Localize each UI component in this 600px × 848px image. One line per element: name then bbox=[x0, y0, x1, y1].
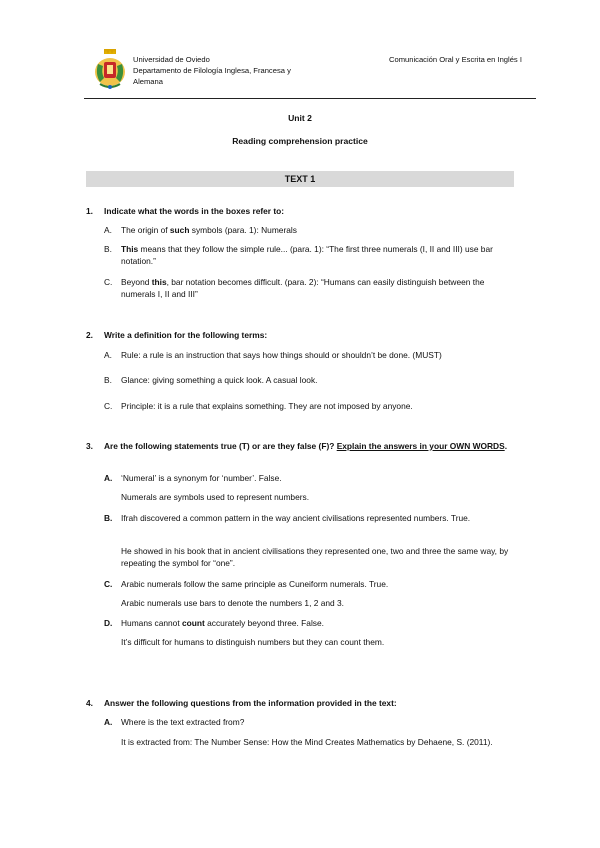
q2-b-text: Glance: giving something a quick look. A casual look. bbox=[121, 375, 318, 385]
q2-a-letter: A. bbox=[104, 350, 112, 360]
q2-a-text: Rule: a rule is an instruction that says how things should or shouldn’t be done. (MUST) bbox=[121, 350, 442, 360]
q1-a-text: The origin of such symbols (para. 1): Numerals bbox=[121, 225, 297, 235]
q1-c-letter: C. bbox=[104, 277, 113, 287]
page-subtitle: Reading comprehension practice bbox=[232, 136, 368, 146]
q1-b-text: This means that they follow the simple rule... (para. 1): “The first three numerals (I, II and III) use bar notation.” bbox=[121, 244, 493, 266]
q3-a-letter: A. bbox=[104, 473, 113, 483]
q3-c-explanation: Arabic numerals use bars to denote the numbers 1, 2 and 3. bbox=[121, 598, 345, 608]
q4-number: 4. bbox=[86, 698, 93, 708]
q3-b-statement: Ifrah discovered a common pattern in the way ancient civilisations represented numbers. True. bbox=[121, 513, 471, 523]
q3-d-explanation: It’s difficult for humans to distinguish numbers but they can count them. bbox=[121, 637, 385, 647]
institution-university: Universidad de Oviedo bbox=[133, 55, 210, 64]
q3-c-letter: C. bbox=[104, 579, 113, 589]
section-heading: TEXT 1 bbox=[86, 171, 514, 187]
institution-department: Departamento de Filología Inglesa, Francesa y Alemana bbox=[133, 66, 291, 86]
q2-number: 2. bbox=[86, 330, 93, 340]
university-crest-logo bbox=[90, 48, 130, 92]
q3-c-statement: Arabic numerals follow the same principle as Cuneiform numerals. True. bbox=[121, 579, 389, 589]
q4-a-answer: It is extracted from: The Number Sense: How the Mind Creates Mathematics by Dehaene, S. (2011). bbox=[121, 737, 493, 747]
q2-c-text: Principle: it is a rule that explains something. They are not imposed by anyone. bbox=[121, 401, 413, 411]
q2-c-letter: C. bbox=[104, 401, 113, 411]
q3-d-letter: D. bbox=[104, 618, 113, 628]
q3-b-explanation: He showed in his book that in ancient civilisations they represented one, two and three the same way, by repeating the symbol for “one”. bbox=[121, 546, 509, 568]
q3-a-statement: ‘Numeral’ is a synonym for ‘number’. False. bbox=[121, 473, 282, 483]
q4-a-letter: A. bbox=[104, 717, 113, 727]
q2-b-letter: B. bbox=[104, 375, 112, 385]
institution-name bbox=[133, 54, 318, 87]
q1-a-letter: A. bbox=[104, 225, 112, 235]
q3-number: 3. bbox=[86, 441, 93, 451]
course-name: Comunicación Oral y Escrita en Inglés I bbox=[389, 55, 522, 64]
q1-number: 1. bbox=[86, 206, 93, 216]
q4-prompt: Answer the following questions from the information provided in the text: bbox=[104, 698, 397, 708]
q2-prompt: Write a definition for the following terms: bbox=[104, 330, 268, 340]
q1-prompt: Indicate what the words in the boxes refer to: bbox=[104, 206, 285, 216]
q3-prompt: Are the following statements true (T) or are they false (F)? Explain the answers in your OWN WORDS. bbox=[104, 441, 508, 451]
header-divider bbox=[84, 98, 536, 99]
q3-b-letter: B. bbox=[104, 513, 113, 523]
q4-a-question: Where is the text extracted from? bbox=[121, 717, 245, 727]
q3-d-statement: Humans cannot count accurately beyond three. False. bbox=[121, 618, 324, 628]
q1-c-text: Beyond this, bar notation becomes difficult. (para. 2): “Humans can easily distinguish between the numerals I, II and III” bbox=[121, 277, 485, 299]
q3-a-explanation: Numerals are symbols used to represent numbers. bbox=[121, 492, 310, 502]
q1-b-letter: B. bbox=[104, 244, 112, 254]
unit-title: Unit 2 bbox=[288, 113, 312, 123]
